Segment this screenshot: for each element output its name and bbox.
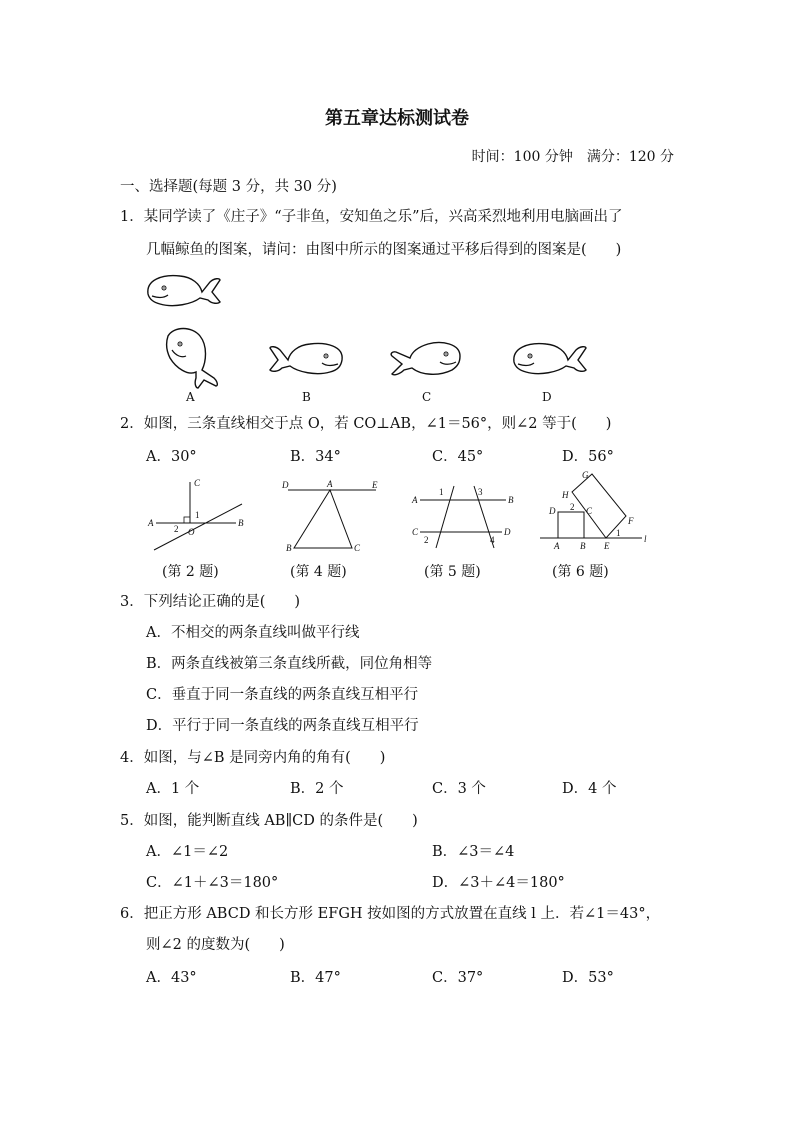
svg-text:B: B bbox=[508, 495, 514, 505]
svg-text:C: C bbox=[194, 478, 201, 488]
svg-text:4: 4 bbox=[490, 535, 495, 545]
svg-text:A: A bbox=[327, 479, 333, 489]
q4-option-d: D．4 个 bbox=[562, 781, 617, 797]
q5-option-a: A．∠1＝∠2 bbox=[146, 844, 229, 860]
q4-stem: 4．如图，与∠B 是同旁内角的角有( ) bbox=[120, 750, 386, 766]
page-title: 第五章达标测试卷 bbox=[325, 108, 469, 129]
whale-option-c-image bbox=[386, 334, 466, 384]
q2-option-c: C．45° bbox=[432, 449, 484, 465]
q5-option-d: D．∠3＋∠4＝180° bbox=[432, 875, 565, 891]
figure-q5-parallel-lines bbox=[408, 482, 520, 554]
q6-stem-line1: 6．把正方形 ABCD 和长方形 EFGH 按如图的方式放置在直线 l 上．若∠1＝43°， bbox=[120, 906, 661, 922]
q6-stem-line2: 则∠2 的度数为( ) bbox=[146, 937, 285, 953]
section-heading: 一、选择题(每题 3 分，共 30 分) bbox=[120, 179, 337, 195]
figure-q4-triangle bbox=[276, 478, 388, 556]
svg-text:E: E bbox=[604, 541, 610, 551]
svg-text:3: 3 bbox=[478, 487, 483, 497]
figure-caption-q5: (第 5 题) bbox=[424, 564, 481, 580]
svg-text:1: 1 bbox=[195, 510, 200, 520]
whale-option-d-image bbox=[506, 336, 590, 382]
svg-text:D: D bbox=[549, 506, 556, 516]
svg-text:D: D bbox=[282, 480, 289, 490]
figure-caption-q4: (第 4 题) bbox=[290, 564, 347, 580]
q3-option-b: B．两条直线被第三条直线所截，同位角相等 bbox=[146, 656, 433, 672]
q1-stem-line2: 几幅鲸鱼的图案，请问：由图中所示的图案通过平移后得到的图案是( ) bbox=[146, 242, 622, 258]
svg-text:A: A bbox=[148, 518, 154, 528]
svg-text:B: B bbox=[580, 541, 586, 551]
svg-text:l: l bbox=[644, 534, 647, 544]
whale-option-a-image bbox=[158, 322, 226, 390]
q2-option-a: A．30° bbox=[146, 449, 197, 465]
q3-option-c: C．垂直于同一条直线的两条直线互相平行 bbox=[146, 687, 419, 703]
q1-option-label-a: A bbox=[186, 390, 195, 404]
svg-text:2: 2 bbox=[174, 524, 179, 534]
svg-text:A: A bbox=[554, 541, 560, 551]
svg-text:B: B bbox=[238, 518, 244, 528]
svg-text:A: A bbox=[412, 495, 418, 505]
q4-option-a: A．1 个 bbox=[146, 781, 200, 797]
q1-stem-line1: 1．某同学读了《庄子》“子非鱼，安知鱼之乐”后，兴高采烈地利用电脑画出了 bbox=[120, 209, 623, 225]
svg-text:B: B bbox=[286, 543, 292, 553]
q4-option-b: B．2 个 bbox=[290, 781, 344, 797]
q4-option-c: C．3 个 bbox=[432, 781, 486, 797]
svg-text:O: O bbox=[188, 527, 195, 537]
svg-text:G: G bbox=[582, 470, 589, 480]
q5-option-b: B．∠3＝∠4 bbox=[432, 844, 515, 860]
svg-text:C: C bbox=[354, 543, 361, 553]
svg-text:D: D bbox=[504, 527, 511, 537]
figure-caption-q2: (第 2 题) bbox=[162, 564, 219, 580]
figure-caption-q6: (第 6 题) bbox=[552, 564, 609, 580]
q3-stem: 3．下列结论正确的是( ) bbox=[120, 594, 301, 610]
q6-option-c: C．37° bbox=[432, 970, 484, 986]
svg-text:2: 2 bbox=[424, 535, 429, 545]
svg-text:2: 2 bbox=[570, 502, 575, 512]
q6-option-d: D．53° bbox=[562, 970, 614, 986]
svg-text:1: 1 bbox=[439, 487, 444, 497]
figure-q2-lines bbox=[142, 478, 252, 556]
whale-reference-image bbox=[140, 268, 224, 314]
svg-text:E: E bbox=[372, 480, 378, 490]
q6-option-a: A．43° bbox=[146, 970, 197, 986]
svg-text:C: C bbox=[412, 527, 419, 537]
svg-text:H: H bbox=[562, 490, 569, 500]
q5-option-c: C．∠1＋∠3＝180° bbox=[146, 875, 279, 891]
q6-option-b: B．47° bbox=[290, 970, 341, 986]
q1-option-label-c: C bbox=[422, 390, 432, 404]
figure-q6-square-rectangle bbox=[536, 470, 656, 556]
q3-option-a: A．不相交的两条直线叫做平行线 bbox=[146, 625, 360, 641]
svg-text:F: F bbox=[628, 516, 634, 526]
whale-option-b-image bbox=[266, 336, 350, 382]
q2-option-d: D．56° bbox=[562, 449, 614, 465]
q2-option-b: B．34° bbox=[290, 449, 341, 465]
q5-stem: 5．如图，能判断直线 AB∥CD 的条件是( ) bbox=[120, 813, 418, 829]
svg-text:C: C bbox=[586, 506, 593, 516]
svg-text:1: 1 bbox=[616, 528, 621, 538]
q3-option-d: D．平行于同一条直线的两条直线互相平行 bbox=[146, 718, 419, 734]
exam-meta: 时间：100 分钟 满分：120 分 bbox=[471, 149, 674, 165]
q1-option-label-d: D bbox=[542, 390, 552, 404]
q1-option-label-b: B bbox=[302, 390, 311, 404]
q2-stem: 2．如图，三条直线相交于点 O，若 CO⊥AB，∠1＝56°，则∠2 等于( ) bbox=[120, 416, 612, 432]
